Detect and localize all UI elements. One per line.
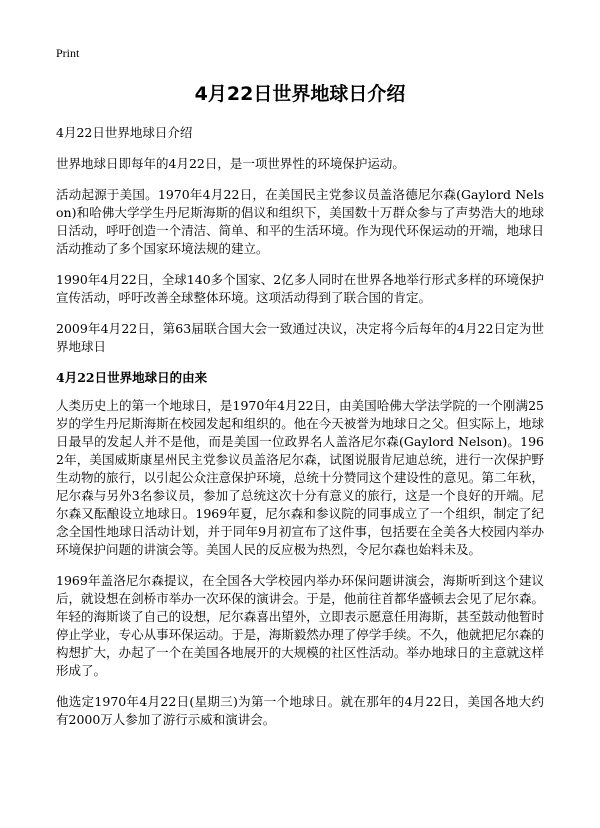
- section-heading-origin: 4月22日世界地球日的由来: [56, 370, 208, 385]
- paragraph-definition: 世界地球日即每年的4月22日，是一项世界性的环境保护运动。: [56, 156, 405, 171]
- intro-heading: 4月22日世界地球日介绍: [56, 125, 193, 140]
- paragraph-hayes: 1969年盖洛尼尔森提议，在全国各大学校园内举办环保问题讲演会，海斯听到这个建议后，就设想在剑桥市举办一次环保的演讲会。于是，他前往首都华盛顿去会见了尼尔森。年轻的海斯谈了自己的设想，尼尔森喜出望外，立即表示愿意任用海斯，甚至鼓动他暂时停止学业，专心从事环保运动。于是，海斯毅然办理了停学手续。不久，他就把尼尔森的构想扩大，办起了一个在美国各地展开的大规模的社区性活动。举办地球日的主意就这样形成了。: [56, 573, 544, 678]
- print-link[interactable]: Print: [56, 46, 80, 60]
- paragraph-2009: 2009年4月22日，第63届联合国大会一致通过决议，决定将今后每年的4月22日定为世界地球日: [56, 321, 544, 354]
- paragraph-origin: 活动起源于美国。1970年4月22日，在美国民主党参议员盖洛德尼尔森(Gaylord Nelson)和哈佛大学学生丹尼斯海斯的倡议和组织下，美国数十万群众参与了声势浩大的地球日活动，呼吁创造一个清洁、简单、和平的生活环境。作为现代环保运动的开端，地球日活动推动了多个国家环境法规的建立。: [56, 187, 544, 256]
- paragraph-1990: 1990年4月22日，全球140多个国家、2亿多人同时在世界各地举行形式多样的环境保护宣传活动，呼吁改善全球整体环境。这项活动得到了联合国的肯定。: [56, 272, 544, 305]
- paragraph-history: 人类历史上的第一个地球日，是1970年4月22日，由美国哈佛大学法学院的一个刚满25岁的学生丹尼斯海斯在校园发起和组织的。他在今天被誉为地球日之父。但实际上，地球日最早的发起人并不是他，而是美国一位政界名人盖洛尼尔森(Gaylord Nelson)。1962年，美国威斯康星州民主党参议员盖洛尼尔森，试图说服肯尼迪总统，进行一次保护野生动物的旅行，以引起公众注意保护环境，总统十分赞同这个建设性的意见。第二年秋，尼尔森与另外3名参议员，参加了总统这次十分有意义的旅行，这是一个良好的开端。尼尔森又酝酿设立地球日。1969年夏，尼尔森和参议院的同事成立了一个组织，制定了纪念全国性地球日活动计划，并于同年9月初宣布了这件事，包括要在全美各大校园内举办环境保护问题的讲演会等。美国人民的反应极为热烈，令尼尔森也始料未及。: [56, 398, 544, 557]
- paragraph-first-earth-day: 他选定1970年4月22日(星期三)为第一个地球日。就在那年的4月22日，美国各地大约有2000万人参加了游行示威和演讲会。: [56, 694, 544, 727]
- page-title: 4月22日世界地球日介绍: [194, 83, 406, 105]
